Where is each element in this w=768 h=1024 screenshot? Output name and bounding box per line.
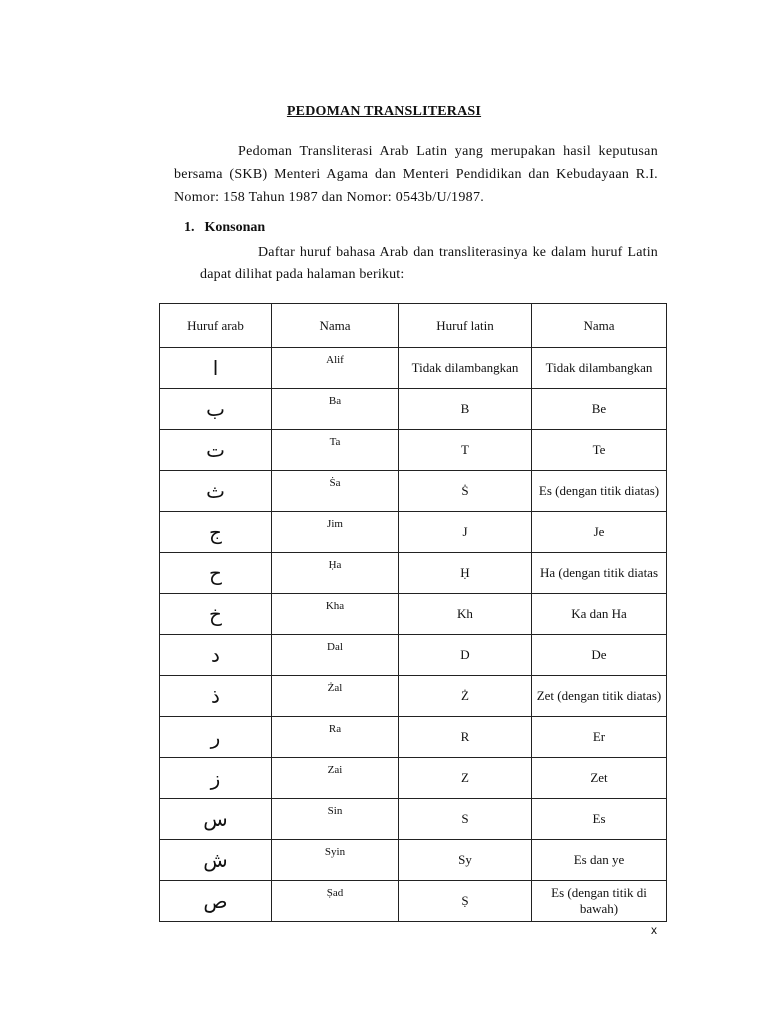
arab-letter: خ: [160, 594, 272, 635]
letter-name: Dal: [272, 635, 399, 676]
latin-description: De: [532, 635, 667, 676]
latin-letter: J: [399, 512, 532, 553]
arab-letter: د: [160, 635, 272, 676]
table-row: [160, 881, 667, 922]
latin-description: Es (dengan titik diatas): [532, 471, 667, 512]
letter-name: Żal: [272, 676, 399, 717]
table-row: [160, 717, 667, 758]
section-heading: [184, 220, 265, 236]
latin-description: Te: [532, 430, 667, 471]
latin-description: Tidak dilambangkan: [532, 348, 667, 389]
arab-letter: ذ: [160, 676, 272, 717]
latin-description: Zet (dengan titik diatas): [532, 676, 667, 717]
section-paragraph: Daftar huruf bahasa Arab dan transliterasinya ke dalam huruf Latin dapat dilihat pada halaman berikut:: [200, 245, 658, 282]
latin-letter: B: [399, 389, 532, 430]
letter-name: Alif: [272, 348, 399, 389]
table-row: [160, 676, 667, 717]
letter-name: Ṣad: [272, 881, 399, 922]
section-number: 1.: [184, 220, 195, 235]
letter-name: Syin: [272, 840, 399, 881]
page-number: x: [651, 923, 657, 937]
intro-paragraph: Pedoman Transliterasi Arab Latin yang merupakan hasil keputusan bersama (SKB) Menteri Agama dan Menteri Pendidikan dan Kebudayaan R.I. Nomor: 158 Tahun 1987 dan Nomor: 0543b/U/1987.: [174, 144, 658, 205]
table-row: [160, 512, 667, 553]
latin-letter: R: [399, 717, 532, 758]
latin-letter: Tidak dilambangkan: [399, 348, 532, 389]
latin-description: Es (dengan titik di bawah): [532, 881, 667, 922]
letter-name: Ḥa: [272, 553, 399, 594]
letter-name: Ṡa: [272, 471, 399, 512]
letter-name: Sin: [272, 799, 399, 840]
latin-description: Zet: [532, 758, 667, 799]
header-huruf-latin: Huruf latin: [399, 304, 532, 348]
table-row: [160, 635, 667, 676]
latin-letter: Ṡ: [399, 471, 532, 512]
arab-letter: ت: [160, 430, 272, 471]
table-row: [160, 594, 667, 635]
table-row: [160, 471, 667, 512]
latin-letter: Ṣ: [399, 881, 532, 922]
header-keterangan: Nama: [532, 304, 667, 348]
table-row: [160, 430, 667, 471]
arab-letter: ص: [160, 881, 272, 922]
letter-name: Ra: [272, 717, 399, 758]
latin-description: Es: [532, 799, 667, 840]
latin-letter: T: [399, 430, 532, 471]
latin-letter: Sy: [399, 840, 532, 881]
latin-letter: Kh: [399, 594, 532, 635]
table-row: [160, 840, 667, 881]
latin-description: Be: [532, 389, 667, 430]
transliteration-table: [159, 303, 667, 922]
arab-letter: ب: [160, 389, 272, 430]
table-header-row: [160, 304, 667, 348]
letter-name: Jim: [272, 512, 399, 553]
arab-letter: ج: [160, 512, 272, 553]
section-heading-label: Konsonan: [204, 220, 266, 235]
page-title: PEDOMAN TRANSLITERASI: [286, 104, 482, 119]
table-row: [160, 799, 667, 840]
latin-letter: Ḥ: [399, 553, 532, 594]
latin-description: Er: [532, 717, 667, 758]
arab-letter: ر: [160, 717, 272, 758]
latin-letter: Z: [399, 758, 532, 799]
latin-letter: D: [399, 635, 532, 676]
letter-name: Ta: [272, 430, 399, 471]
header-nama: Nama: [272, 304, 399, 348]
letter-name: Zai: [272, 758, 399, 799]
table-row: [160, 348, 667, 389]
table-row: [160, 389, 667, 430]
letter-name: Ba: [272, 389, 399, 430]
arab-letter: ش: [160, 840, 272, 881]
header-huruf-arab: Huruf arab: [160, 304, 272, 348]
arab-letter: ز: [160, 758, 272, 799]
letter-name: Kha: [272, 594, 399, 635]
latin-letter: Ż: [399, 676, 532, 717]
latin-description: Es dan ye: [532, 840, 667, 881]
arab-letter: ح: [160, 553, 272, 594]
latin-letter: S: [399, 799, 532, 840]
latin-description: Ka dan Ha: [532, 594, 667, 635]
latin-description: Je: [532, 512, 667, 553]
latin-description: Ha (dengan titik diatas: [532, 553, 667, 594]
table-row: [160, 758, 667, 799]
table-row: [160, 553, 667, 594]
arab-letter: ث: [160, 471, 272, 512]
arab-letter: س: [160, 799, 272, 840]
arab-letter: ا: [160, 348, 272, 389]
